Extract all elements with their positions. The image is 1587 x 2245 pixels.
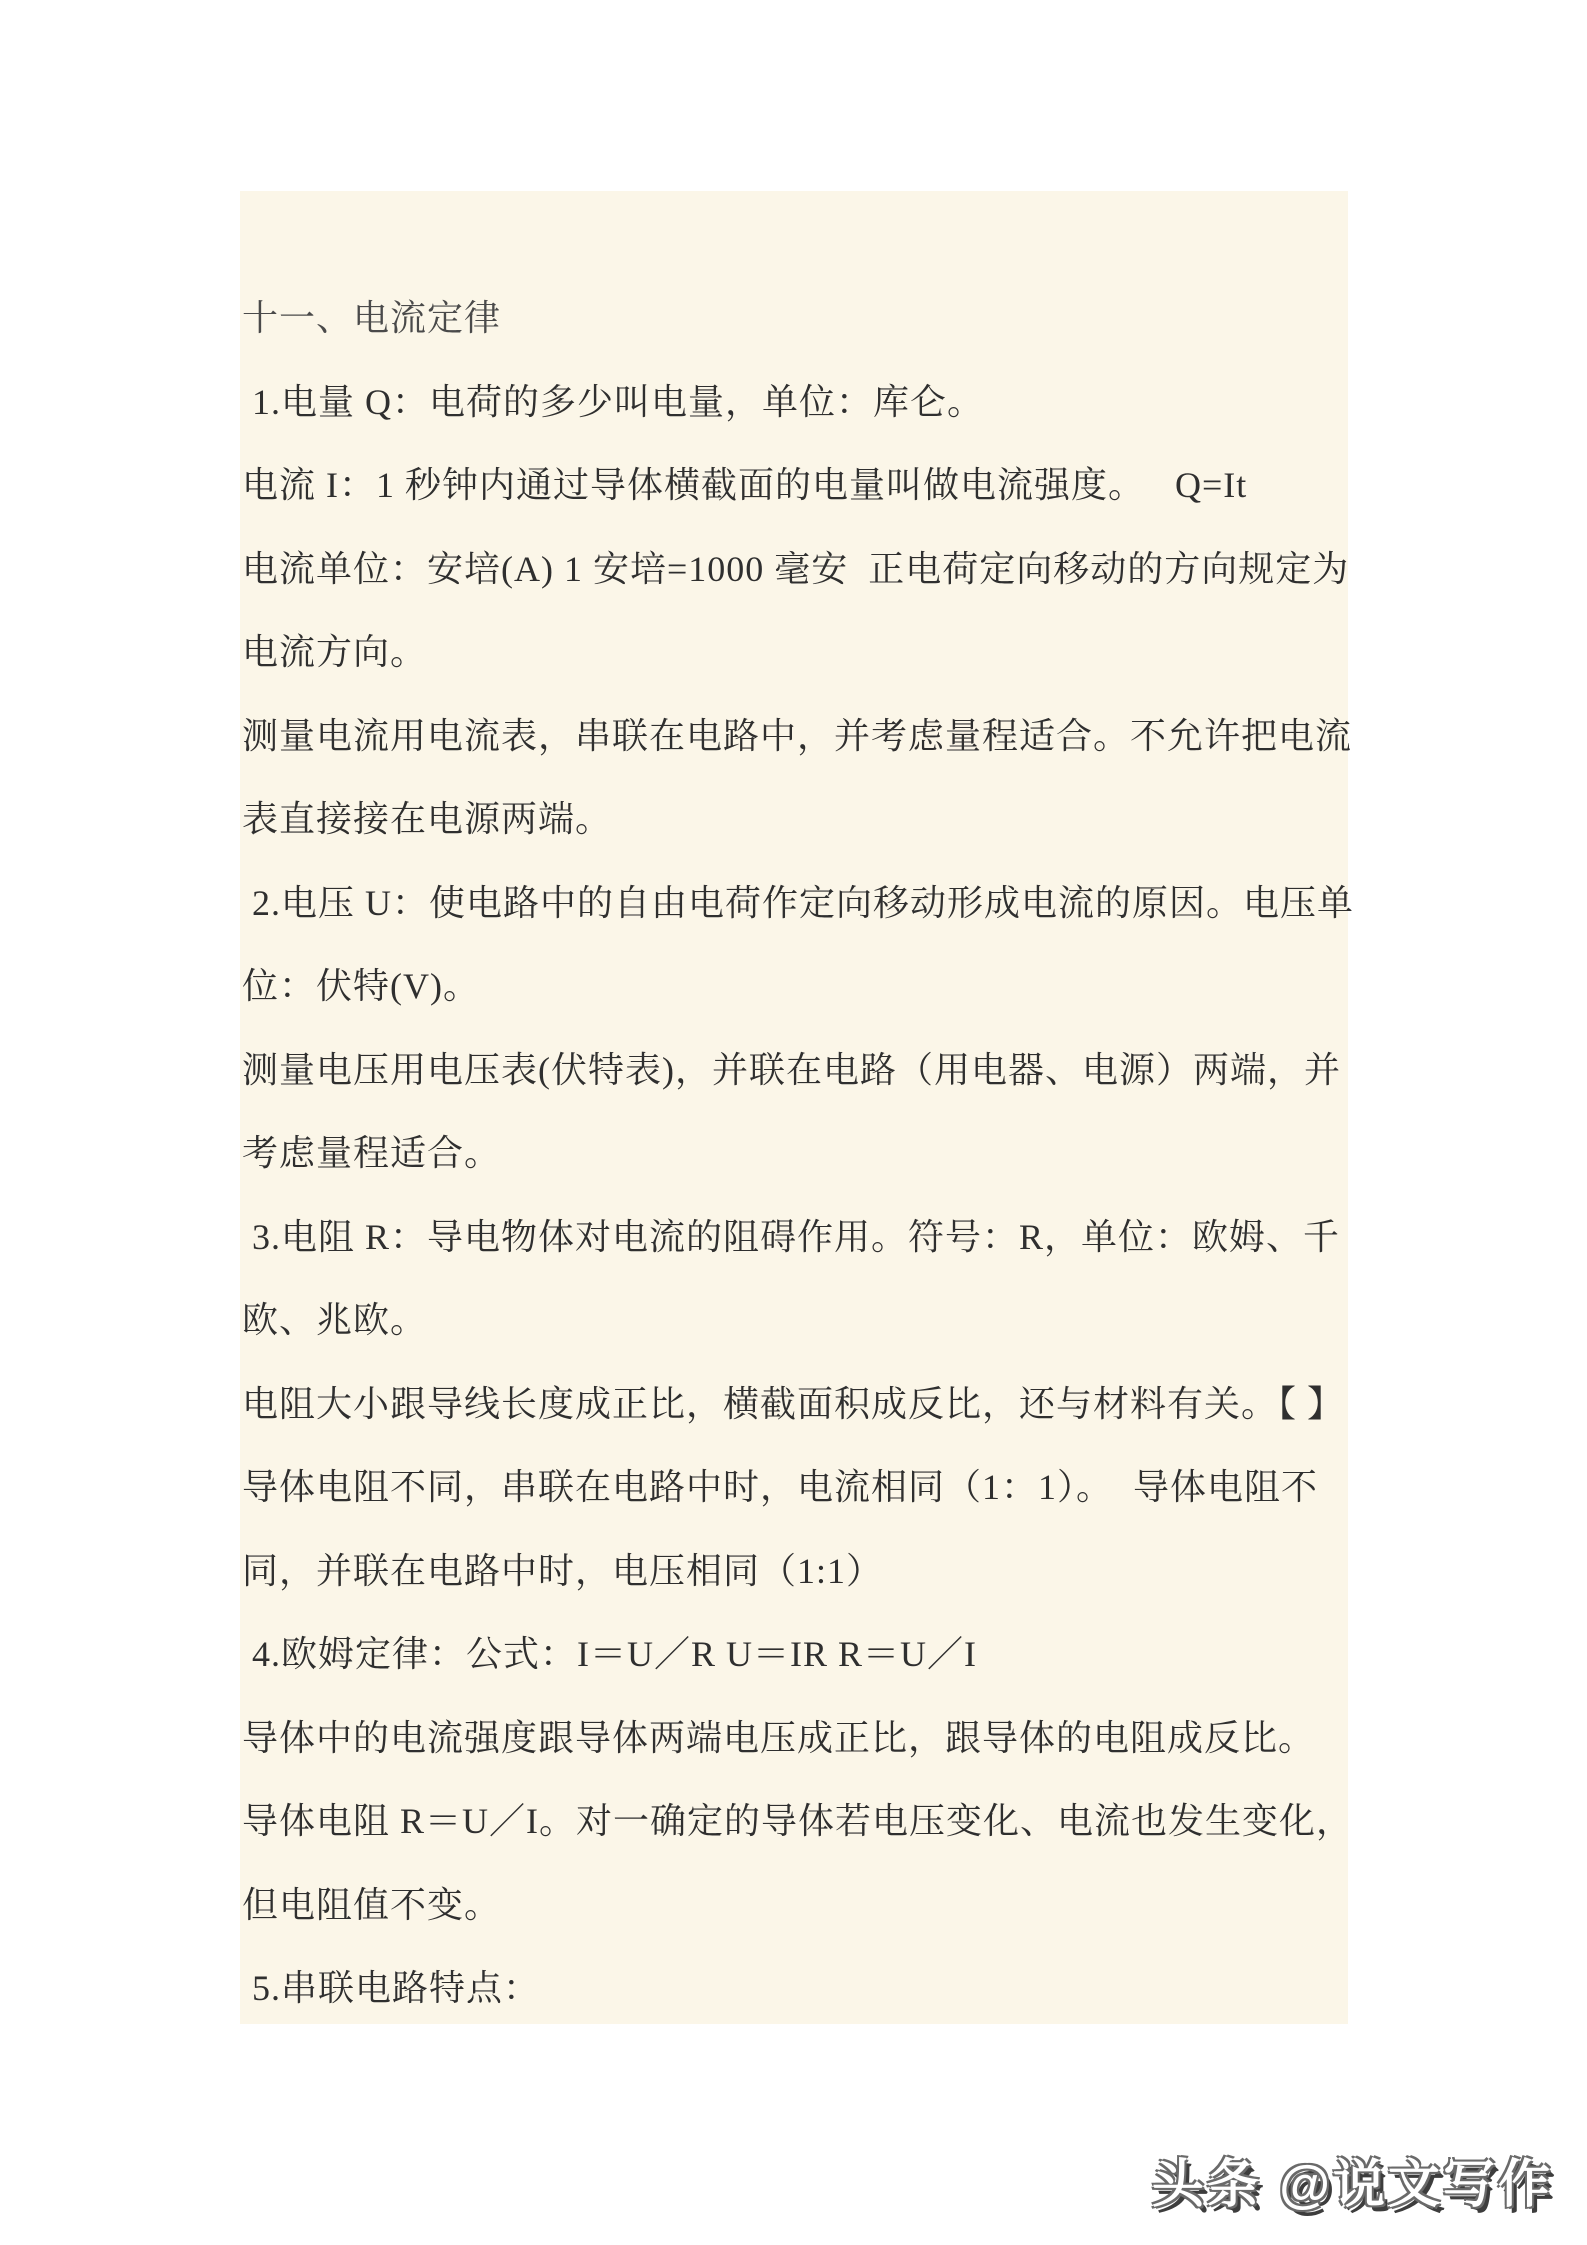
text-line: 导体电阻 R＝U／I。对一确定的导体若电压变化、电流也发生变化， xyxy=(242,1801,1353,1841)
text-line: 导体电阻不同，串联在电路中时，电流相同（1：1）。 导体电阻不 xyxy=(242,1467,1319,1507)
text-line: 3.电阻 R：导电物体对电流的阻碍作用。符号：R，单位：欧姆、千 xyxy=(242,1216,1341,1257)
text-line: 同，并联在电路中时，电压相同（1:1） xyxy=(242,1550,884,1591)
text-line: 欧、兆欧。 xyxy=(242,1300,428,1340)
text-line: 5.串联电路特点： xyxy=(242,1968,541,2008)
text-line: 电流方向。 xyxy=(242,632,428,672)
text-line: 考虑量程适合。 xyxy=(242,1133,502,1173)
document-page xyxy=(240,191,1354,2024)
text-line: 位：伏特(V)。 xyxy=(242,966,480,1006)
text-line: 电阻大小跟导线长度成正比，横截面积成反比，还与材料有关。【 】 xyxy=(242,1383,1345,1424)
text-line: 2.电压 U：使电路中的自由电荷作定向移动形成电流的原因。电压单 xyxy=(242,882,1354,923)
document-lines xyxy=(242,277,1354,2031)
text-line: 但电阻值不变。 xyxy=(242,1884,502,1925)
text-line: 十一、电流定律 xyxy=(242,298,502,338)
text-line: 测量电压用电压表(伏特表)，并联在电路（用电器、电源）两端，并 xyxy=(242,1049,1341,1090)
text-line: 表直接接在电源两端。 xyxy=(242,799,613,839)
text-line: 电流单位：安培(A) 1 安培=1000 毫安 正电荷定向移动的方向规定为 xyxy=(242,548,1350,589)
text-line: 1.电量 Q：电荷的多少叫电量，单位：库仑。 xyxy=(242,381,984,422)
text-line: 4.欧姆定律：公式：I＝U／R U＝IR R＝U／I xyxy=(242,1634,977,1674)
toutiao-watermark: 头条 @说文写作 xyxy=(1151,2156,1553,2214)
text-line: 导体中的电流强度跟导体两端电压成正比，跟导体的电阻成反比。 xyxy=(242,1717,1316,1758)
text-line: 电流 I：1 秒钟内通过导体横截面的电量叫做电流强度。 Q=It xyxy=(242,465,1248,505)
text-line: 测量电流用电流表，串联在电路中，并考虑量程适合。不允许把电流 xyxy=(242,715,1353,756)
